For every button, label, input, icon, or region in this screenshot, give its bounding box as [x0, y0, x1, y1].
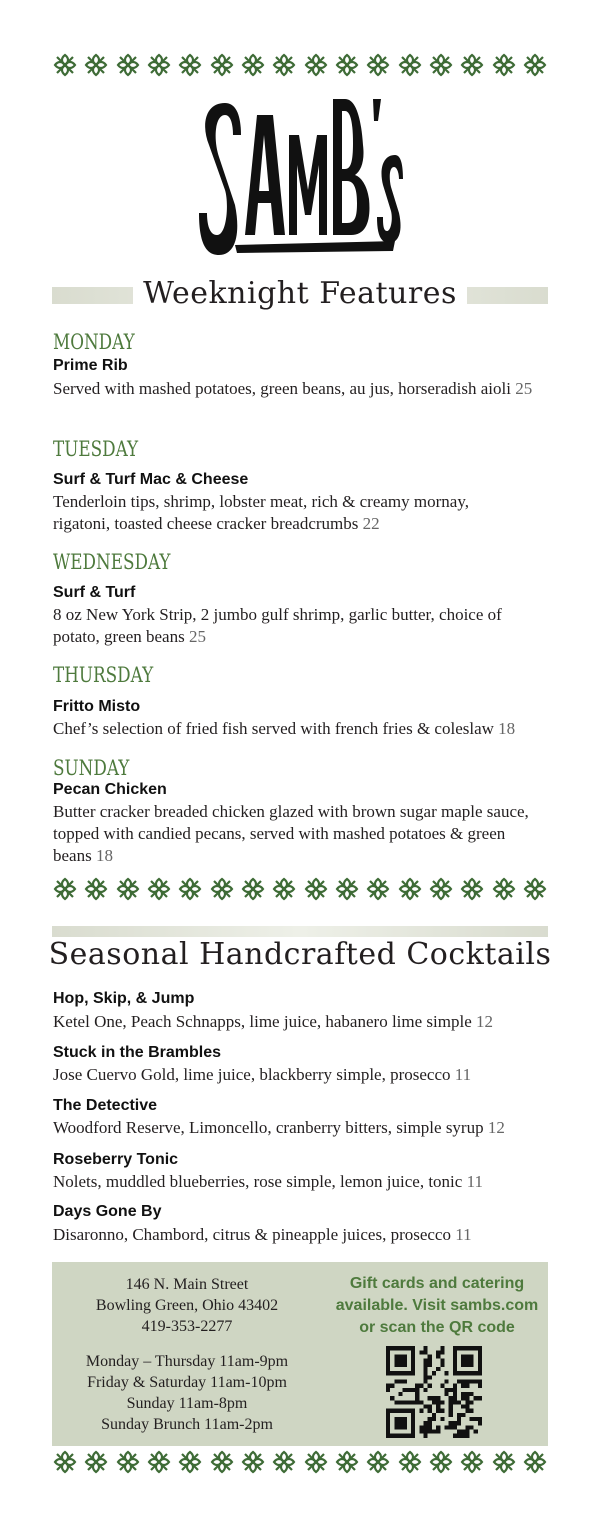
- knot-ornament-icon: [240, 1449, 266, 1480]
- price-pecan-chicken: 18: [95, 846, 113, 865]
- knot-ornament-icon: [209, 876, 235, 907]
- knot-ornament-icon: [271, 1449, 297, 1480]
- price-surf-turf-mac: 22: [362, 514, 380, 533]
- knot-ornament-icon: [177, 1449, 203, 1480]
- gift-line: or scan the QR code: [359, 1319, 515, 1336]
- price-prime-rib: 25: [515, 379, 533, 398]
- knot-ornament-icon: [209, 1449, 235, 1480]
- knot-ornament-icon: [83, 876, 109, 907]
- knot-ornament-icon: [271, 52, 297, 83]
- knot-ornament-icon: [146, 1449, 172, 1480]
- knot-ornament-icon: [491, 1449, 517, 1480]
- cocktail-name: Stuck in the Brambles: [53, 1044, 222, 1061]
- knot-ornament-icon: [491, 52, 517, 83]
- knot-ornament-icon: [209, 52, 235, 83]
- cocktail-name: Hop, Skip, & Jump: [53, 990, 195, 1007]
- gift-line: Gift cards and catering: [349, 1275, 525, 1292]
- cocktail-desc: Jose Cuervo Gold, lime juice, blackberry simple, prosecco 11: [53, 1065, 472, 1084]
- phone-number[interactable]: 419-353-2277: [141, 1318, 233, 1335]
- knot-ornament-icon: [52, 1449, 78, 1480]
- knot-ornament-icon: [271, 876, 297, 907]
- cocktail-desc: Nolets, muddled blueberries, rose simple, lemon juice, tonic 11: [53, 1172, 483, 1191]
- dish-surf-turf-mac: Surf & Turf Mac & Cheese: [53, 471, 249, 488]
- cocktail-desc: Disaronno, Chambord, citrus & pineapple juices, prosecco 11: [53, 1225, 472, 1244]
- address-block: [52, 1274, 322, 1337]
- knot-ornament-icon: [428, 52, 454, 83]
- knot-ornament-icon: [240, 876, 266, 907]
- bottom-knot-border: [52, 1449, 548, 1479]
- weeknight-title: Weeknight Features: [0, 276, 600, 311]
- cocktail-price: 12: [487, 1118, 505, 1137]
- knot-ornament-icon: [459, 1449, 485, 1480]
- knot-ornament-icon: [428, 876, 454, 907]
- dish-prime-rib: Prime Rib: [53, 357, 128, 374]
- knot-ornament-icon: [240, 52, 266, 83]
- sambs-logo: [195, 95, 407, 263]
- hours-line: Sunday Brunch 11am-2pm: [101, 1416, 273, 1433]
- knot-ornament-icon: [303, 876, 329, 907]
- middle-knot-border: [52, 876, 548, 906]
- knot-ornament-icon: [52, 876, 78, 907]
- cocktail-name: Roseberry Tonic: [53, 1151, 179, 1168]
- day-tuesday: TUESDAY: [53, 437, 139, 461]
- hours-line: Friday & Saturday 11am-10pm: [87, 1374, 287, 1391]
- cocktail-price: 12: [475, 1012, 493, 1031]
- knot-ornament-icon: [146, 876, 172, 907]
- qr-code-icon[interactable]: [386, 1346, 482, 1438]
- desc-fritto-misto: Chef’s selection of fried fish served with french fries & coleslaw 18: [53, 719, 516, 738]
- knot-ornament-icon: [83, 52, 109, 83]
- knot-ornament-icon: [491, 876, 517, 907]
- knot-ornament-icon: [522, 52, 548, 83]
- knot-ornament-icon: [459, 52, 485, 83]
- knot-ornament-icon: [115, 876, 141, 907]
- knot-ornament-icon: [334, 876, 360, 907]
- knot-ornament-icon: [397, 52, 423, 83]
- cocktail-price: 11: [454, 1065, 472, 1084]
- knot-ornament-icon: [115, 1449, 141, 1480]
- day-thursday: THURSDAY: [53, 663, 154, 687]
- hours-line: Monday – Thursday 11am-9pm: [85, 1353, 289, 1370]
- address-city: Bowling Green, Ohio 43402: [95, 1297, 279, 1314]
- cocktail-name: The Detective: [53, 1097, 158, 1114]
- knot-ornament-icon: [522, 1449, 548, 1480]
- dish-fritto-misto: Fritto Misto: [53, 698, 141, 715]
- knot-ornament-icon: [177, 52, 203, 83]
- cocktail-desc: Woodford Reserve, Limoncello, cranberry bitters, simple syrup 12: [53, 1118, 505, 1137]
- knot-ornament-icon: [115, 52, 141, 83]
- knot-ornament-icon: [83, 1449, 109, 1480]
- desc-pecan-chicken: Butter cracker breaded chicken glazed with brown sugar maple sauce, topped with candied pecans, served with mashed potatoes & green beans 18: [53, 802, 529, 865]
- price-surf-turf: 25: [188, 627, 206, 646]
- address-street: 146 N. Main Street: [125, 1276, 249, 1293]
- hours-line: Sunday 11am-8pm: [126, 1395, 248, 1412]
- knot-ornament-icon: [459, 876, 485, 907]
- cocktail-price: 11: [455, 1225, 472, 1244]
- cocktail-price: 11: [466, 1172, 483, 1191]
- day-wednesday: WEDNESDAY: [53, 550, 171, 574]
- knot-ornament-icon: [365, 876, 391, 907]
- day-sunday: SUNDAY: [53, 756, 130, 780]
- knot-ornament-icon: [334, 1449, 360, 1480]
- knot-ornament-icon: [303, 1449, 329, 1480]
- knot-ornament-icon: [397, 1449, 423, 1480]
- knot-ornament-icon: [177, 876, 203, 907]
- gift-line[interactable]: available. Visit sambs.com: [335, 1297, 539, 1314]
- cocktail-name: Days Gone By: [53, 1203, 162, 1220]
- knot-ornament-icon: [365, 52, 391, 83]
- desc-prime-rib: Served with mashed potatoes, green beans, au jus, horseradish aioli 25: [53, 379, 533, 398]
- knot-ornament-icon: [334, 52, 360, 83]
- knot-ornament-icon: [303, 52, 329, 83]
- knot-ornament-icon: [522, 876, 548, 907]
- cocktails-title: Seasonal Handcrafted Cocktails: [0, 937, 600, 972]
- desc-surf-turf: 8 oz New York Strip, 2 jumbo gulf shrimp, garlic butter, choice of potato, green beans 25: [53, 605, 502, 646]
- day-monday: MONDAY: [53, 330, 135, 354]
- gift-cards-note: [327, 1273, 547, 1339]
- top-knot-border: [52, 52, 548, 82]
- knot-ornament-icon: [397, 876, 423, 907]
- dish-surf-turf: Surf & Turf: [53, 584, 136, 601]
- price-fritto-misto: 18: [498, 719, 516, 738]
- knot-ornament-icon: [365, 1449, 391, 1480]
- dish-pecan-chicken: Pecan Chicken: [53, 781, 167, 798]
- hours-block: [52, 1351, 322, 1435]
- desc-surf-turf-mac: Tenderloin tips, shrimp, lobster meat, rich & creamy mornay, rigatoni, toasted cheese cracker breadcrumbs 22: [53, 492, 469, 533]
- knot-ornament-icon: [52, 52, 78, 83]
- cocktail-desc: Ketel One, Peach Schnapps, lime juice, habanero lime simple 12: [53, 1012, 493, 1031]
- knot-ornament-icon: [146, 52, 172, 83]
- knot-ornament-icon: [428, 1449, 454, 1480]
